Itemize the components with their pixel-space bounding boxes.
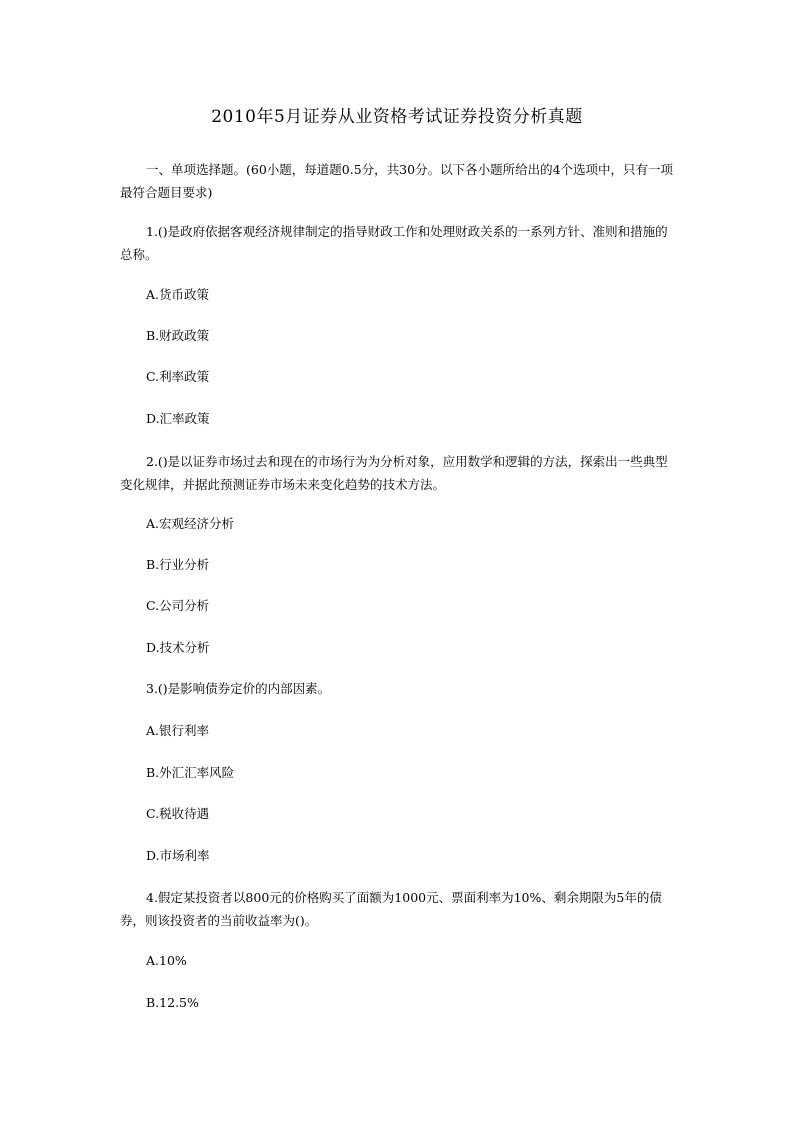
- question-4-option-a: A.10%: [146, 953, 187, 968]
- question-1-option-b: B.财政政策: [146, 328, 210, 343]
- question-2-option-b: B.行业分析: [146, 557, 210, 572]
- question-3-option-c: C.税收待遇: [146, 806, 210, 821]
- question-3-option-a: A.银行利率: [146, 723, 210, 738]
- question-1-option-a: A.货币政策: [146, 287, 210, 302]
- question-3-option-d: D.市场利率: [146, 848, 210, 863]
- question-1-option-d: D.汇率政策: [146, 411, 210, 426]
- question-2-option-a: A.宏观经济分析: [146, 516, 235, 531]
- question-2-option-d: D.技术分析: [146, 640, 210, 655]
- question-2-stem: 2.()是以证券市场过去和现在的市场行为为分析对象，应用数学和逻辑的方法，探索出一些典型变化规律，并据此预测证券市场未来变化趋势的技术方法。: [120, 454, 668, 492]
- question-2-option-c: C.公司分析: [146, 598, 210, 613]
- document-title: 2010年5月证券从业资格考试证券投资分析真题: [211, 107, 583, 127]
- question-4-option-b: B.12.5%: [146, 995, 199, 1010]
- question-3-option-b: B.外汇汇率风险: [146, 765, 235, 780]
- question-4-stem: 4.假定某投资者以800元的价格购买了面额为1000元、票面利率为10%、剩余期限为5年的债券，则该投资者的当前收益率为()。: [120, 890, 662, 928]
- question-3-stem: 3.()是影响债券定价的内部因素。: [146, 681, 331, 696]
- question-1-stem: 1.()是政府依据客观经济规律制定的指导财政工作和处理财政关系的一系列方针、准则和措施的总称。: [120, 224, 668, 262]
- question-1-option-c: C.利率政策: [146, 369, 210, 384]
- section-intro: 一、单项选择题。(60小题，每道题0.5分，共30分。以下各小题所给出的4个选项中，只有一项最符合题目要求): [120, 162, 674, 200]
